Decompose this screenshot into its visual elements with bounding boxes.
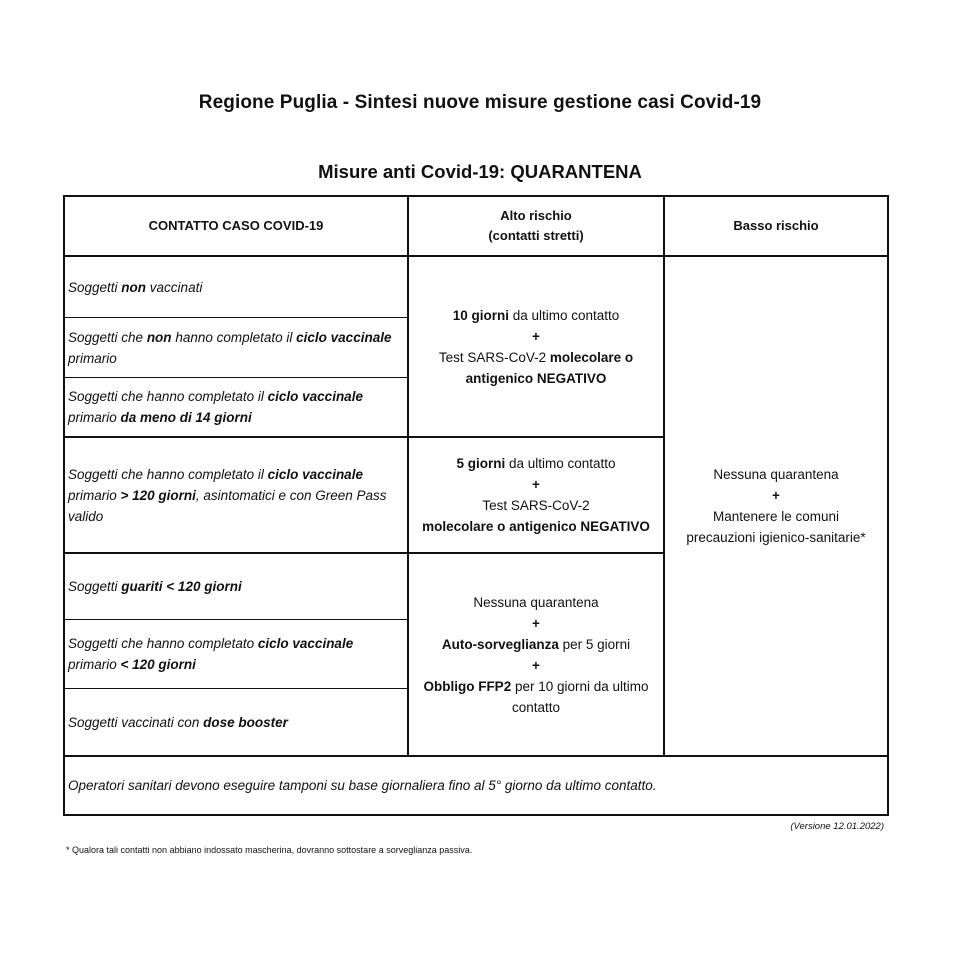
page-subtitle: Misure anti Covid-19: QUARANTENA <box>318 161 642 182</box>
row-meno-120-giorni: Soggetti che hanno completato ciclo vaccinale primario < 120 giorni <box>68 636 354 672</box>
footnote: * Qualora tali contatti non abbiano indossato mascherina, dovranno sottostare a sorveglianza passiva. <box>66 845 473 855</box>
row-ciclo-incompleto: Soggetti che non hanno completato il ciclo vaccinale primario <box>68 329 392 366</box>
operatori-sanitari-note: Operatori sanitari devono eseguire tamponi su base giornaliera fino al 5° giorno da ultimo contatto. <box>68 778 657 793</box>
alto-rischio-gruppo-3: Nessuna quarantena + Auto-sorveglianza per 5 giorni + Obbligo FFP2 per 10 giorni da ultimo contatto <box>423 594 649 715</box>
basso-rischio-cell: Nessuna quarantena + Mantenere le comuni precauzioni igienico-sanitarie* <box>686 467 866 545</box>
row-dose-booster: Soggetti vaccinati con dose booster <box>68 714 288 730</box>
alto-rischio-gruppo-2: 5 giorni da ultimo contatto + Test SARS-CoV-2 molecolare o antigenico NEGATIVO <box>422 456 650 534</box>
header-contatto-label: CONTATTO CASO COVID-19 <box>148 218 324 233</box>
row-meno-14-giorni: Soggetti che hanno completato il ciclo vaccinale primario da meno di 14 giorni <box>68 389 363 425</box>
alto-rischio-gruppo-1: 10 giorni da ultimo contatto + Test SARS-CoV-2 molecolare o antigenico NEGATIVO <box>438 307 634 386</box>
row-non-vaccinati: Soggetti non vaccinati <box>68 279 203 295</box>
header-alto-rischio <box>409 197 663 255</box>
header-alto-rischio-label: Alto rischio <box>500 208 572 223</box>
row-oltre-120-giorni: Soggetti che hanno completato il ciclo vaccinale primario > 120 giorni, asintomatici e con Green Pass valido <box>68 466 387 524</box>
quarantine-table <box>63 195 889 816</box>
version-label: (Versione 12.01.2022) <box>790 821 884 832</box>
page-title: Regione Puglia - Sintesi nuove misure gestione casi Covid-19 <box>198 92 762 113</box>
row-guariti: Soggetti guariti < 120 giorni <box>68 579 242 594</box>
header-alto-rischio-sublabel: (contatti stretti) <box>488 228 584 243</box>
header-contatto <box>65 197 407 255</box>
header-basso-rischio <box>665 197 887 255</box>
header-basso-rischio-label: Basso rischio <box>733 218 819 233</box>
